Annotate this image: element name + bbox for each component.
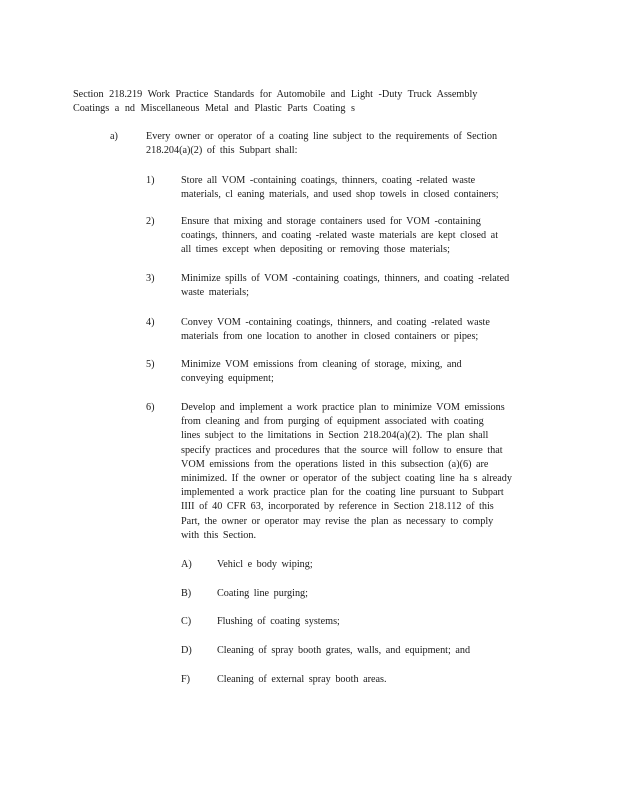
subsection-a-text [146,130,497,158]
text-line: Minimize VOM emissions from cleaning of storage, mixing, and [181,359,462,370]
item-4-marker: 4) [146,317,155,328]
subitem-f-marker: F) [181,674,191,685]
item-4-text [181,316,490,344]
subitem-b-marker: B) [181,588,192,599]
subitem-a-text: Vehicl e body wiping; [217,559,313,570]
text-line: Store all VOM -containing coatings, thinners, coating -related waste [181,175,476,186]
text-line: waste materials; [181,287,249,299]
subitem-f-text: Cleaning of external spray booth areas. [217,674,387,685]
item-3-text [181,272,509,300]
item-6-marker: 6) [146,402,155,413]
text-line: from cleaning and from purging of equipment associated with coating [181,416,484,428]
subitem-b-text: Coating line purging; [217,588,308,599]
text-line: materials, cl eaning materials, and used shop towels in closed containers; [181,189,499,201]
subitem-a-marker: A) [181,559,192,570]
text-line: implemented a work practice plan for the coating line pursuant to Subpart [181,487,504,499]
item-1-text [181,174,499,202]
text-line: conveying equipment; [181,373,274,385]
item-5-text [181,358,462,386]
section-heading [73,88,523,116]
text-line: IIII of 40 CFR 63, incorporated by reference in Section 218.112 of this [181,501,494,513]
text-line: minimized. If the owner or operator of the subject coating line ha s already [181,473,512,485]
text-line: lines subject to the limitations in Section 218.204(a)(2). The plan shall [181,430,489,442]
section-heading-line-1: Section 218.219 Work Practice Standards for Automobile and Light -Duty Truck Assembly [73,89,478,100]
text-line: coatings, thinners, and coating -related waste materials are kept closed at [181,230,499,242]
text-line: specify practices and procedures that the source will follow to ensure that [181,444,503,456]
text-line: VOM emissions from the operations listed in this subsection (a)(6) are [181,458,489,470]
text-line: Minimize spills of VOM -containing coatings, thinners, and coating -related [181,273,510,284]
text-line: Convey VOM -containing coatings, thinners, and coating -related waste [181,317,490,328]
subitem-d-text: Cleaning of spray booth grates, walls, and equipment; and [217,645,471,656]
item-2-marker: 2) [146,216,155,227]
text-line: all times except when depositing or removing those materials; [181,244,450,256]
text-line: with this Section. [181,529,257,541]
item-5-marker: 5) [146,359,155,370]
item-3-marker: 3) [146,273,155,284]
subitem-c-marker: C) [181,616,192,627]
subitem-d-marker: D) [181,645,192,656]
section-heading-line-2: Coatings a nd Miscellaneous Metal and Plastic Parts Coating s [73,103,355,115]
text-line: Every owner or operator of a coating line subject to the requirements of Section [146,131,498,142]
text-line: Develop and implement a work practice plan to minimize VOM emissions [181,402,505,413]
text-line: Ensure that mixing and storage containers used for VOM -containing [181,216,481,227]
text-line: 218.204(a)(2) of this Subpart shall: [146,145,298,157]
subitem-c-text: Flushing of coating systems; [217,616,340,627]
subsection-a-marker: a) [110,131,118,142]
text-line: materials from one location to another in closed containers or pipes; [181,331,479,343]
item-6-text [181,401,512,543]
item-1-marker: 1) [146,175,155,186]
text-line: Part, the owner or operator may revise the plan as necessary to comply [181,515,494,527]
item-2-text [181,215,498,258]
